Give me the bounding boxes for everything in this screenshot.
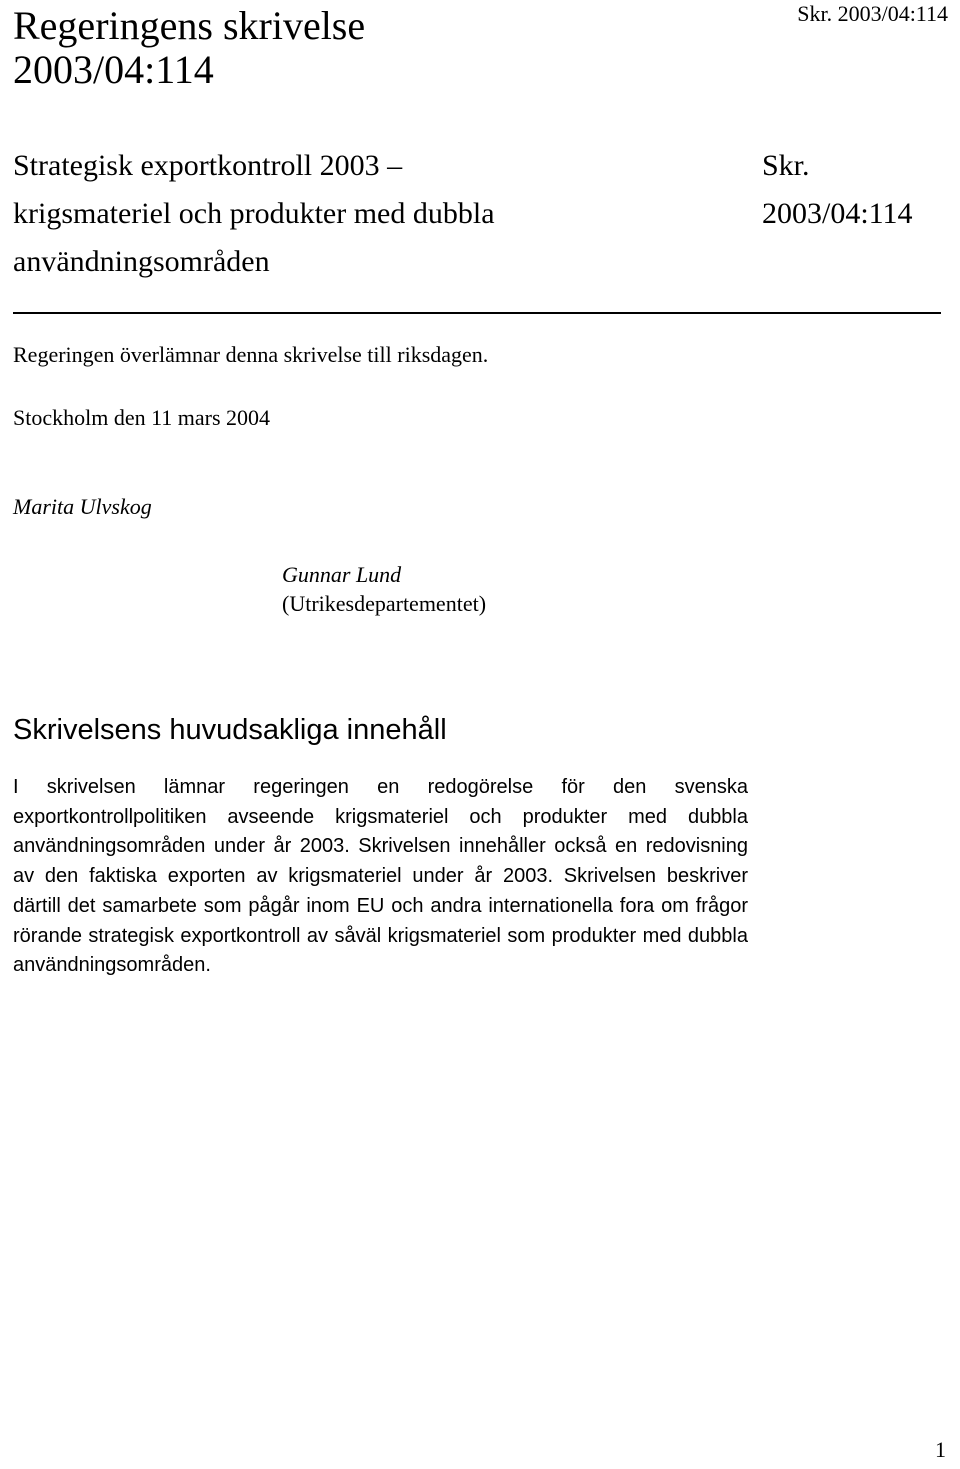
document-subtitle-line-3: användningsområden [13,245,270,278]
side-reference [762,142,913,238]
document-subtitle [13,142,495,286]
place-and-date: Stockholm den 11 mars 2004 [13,405,271,430]
document-subtitle-line-2: krigsmateriel och produkter med dubbla [13,197,495,230]
section-body: I skrivelsen lämnar regeringen en redogörelse för den svenska exportkontrollpolitiken avseende krigsmateriel och produkter med dubbla användningsområden under år 2003. Skrivelsen innehåller också en redovisning av den faktiska exporten av krigsmateriel under år 2003. Skrivelsen beskriver därtill det samarbete som pågår inom EU och andra internationella fora om frågor rörande strategisk exportkontroll av såväl krigsmateriel som produkter med dubbla användningsområden. [13,776,748,977]
side-reference-line-1: Skr. [762,149,810,182]
document-title [13,4,365,92]
signatory-first: Marita Ulvskog [13,494,152,519]
section-heading: Skrivelsens huvudsakliga innehåll [13,714,447,746]
document-title-line-2: 2003/04:114 [13,47,214,92]
side-reference-line-2: 2003/04:114 [762,197,913,230]
signatory-second [282,560,486,618]
header-reference: Skr. 2003/04:114 [797,1,948,26]
document-subtitle-line-1: Strategisk exportkontroll 2003 – [13,149,403,182]
horizontal-rule [13,312,941,314]
intro-sentence: Regeringen överlämnar denna skrivelse till riksdagen. [13,342,489,367]
document-title-line-1: Regeringens skrivelse [13,3,366,48]
signatory-second-department: (Utrikesdepartementet) [282,591,487,616]
page-number: 1 [935,1437,946,1462]
signatory-second-name: Gunnar Lund [282,562,402,587]
